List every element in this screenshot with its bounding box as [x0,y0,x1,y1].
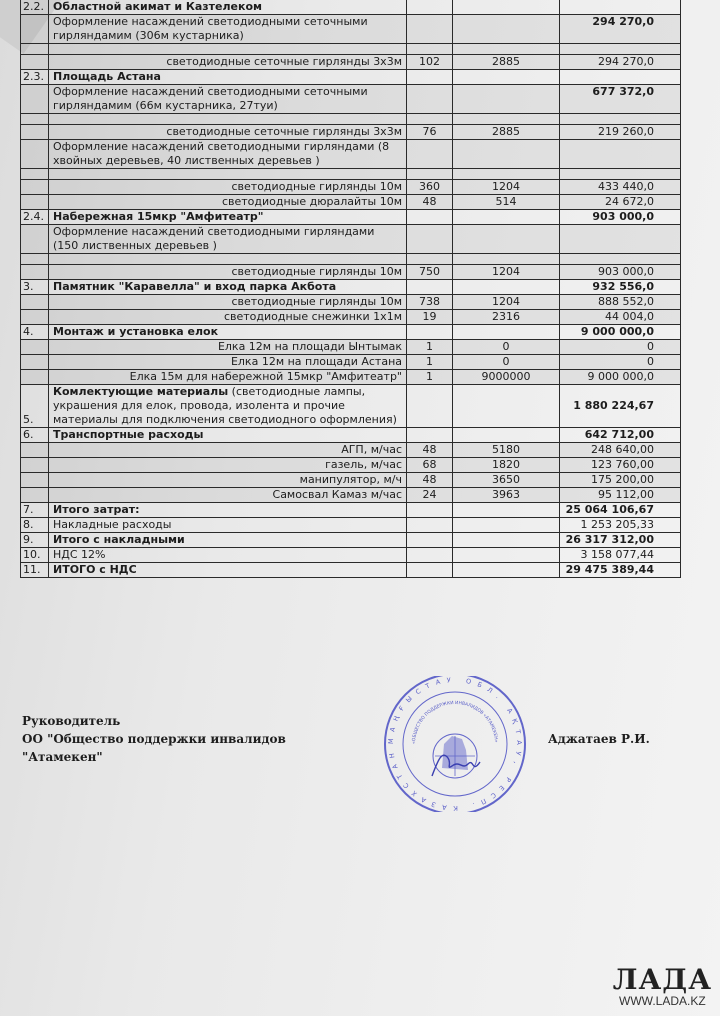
row-number: 5. [21,385,49,428]
row-price [453,70,560,85]
table-row [21,548,681,563]
row-quantity: 360 [407,180,453,195]
row-name: Елка 12м на площади Ынтымак [49,340,407,355]
organization-stamp-icon [380,676,530,812]
row-name: светодиодные гирлянды 10м [49,180,407,195]
spacer-row [21,114,681,125]
row-sum: 95 112,00 [560,488,681,503]
row-number [21,370,49,385]
row-name: НДС 12% [49,548,407,563]
row-name-detail: (светодиодные лампы, украшения для елок, провода, изолента и прочие материалы для подключения светодиодного оформления) [53,385,397,426]
row-number [21,55,49,70]
row-name: Транспортные расходы [49,428,407,443]
row-name: Оформление насаждений светодиодными сеточными гирляндамим (306м кустарника) [49,15,407,44]
row-price: 0 [453,355,560,370]
row-sum: 26 317 312,00 [560,533,681,548]
row-number: 2.3. [21,70,49,85]
row-number [21,295,49,310]
row-quantity [407,518,453,533]
row-number: 4. [21,325,49,340]
table-row [21,195,681,210]
row-quantity [407,225,453,254]
organization-name: ОО "Общество поддержки инвалидов "Атамекен" [22,732,286,764]
table-row [21,518,681,533]
row-number [21,340,49,355]
spacer-row [21,169,681,180]
row-number: 10. [21,548,49,563]
row-number [21,355,49,370]
row-name: светодиодные гирлянды 10м [49,265,407,280]
table-row [21,310,681,325]
row-quantity [407,548,453,563]
row-number: 2.4. [21,210,49,225]
row-price [453,325,560,340]
row-name [49,385,407,428]
table-row [21,15,681,44]
spacer-row [21,254,681,265]
spacer-cell [453,114,560,125]
row-number [21,458,49,473]
table-row [21,503,681,518]
row-sum: 294 270,0 [560,15,681,44]
row-quantity: 1 [407,340,453,355]
spacer-cell [407,254,453,265]
row-number: 9. [21,533,49,548]
row-quantity: 102 [407,55,453,70]
row-name: Оформление насаждений светодиодными гирляндами (150 лиственных деревьев ) [49,225,407,254]
row-quantity [407,428,453,443]
row-quantity: 68 [407,458,453,473]
row-number [21,488,49,503]
table-row [21,533,681,548]
row-sum: 433 440,0 [560,180,681,195]
table-row [21,85,681,114]
row-price [453,518,560,533]
table-row [21,125,681,140]
watermark-logo [612,963,712,1008]
row-quantity: 750 [407,265,453,280]
spacer-cell [49,169,407,180]
spacer-cell [49,114,407,125]
spacer-cell [407,44,453,55]
row-price: 1204 [453,295,560,310]
row-price [453,503,560,518]
row-quantity [407,385,453,428]
row-name: Площадь Астана [49,70,407,85]
spacer-row [21,44,681,55]
row-name: светодиодные гирлянды 10м [49,295,407,310]
row-number: 7. [21,503,49,518]
table-row [21,340,681,355]
table-row [21,180,681,195]
row-sum: 1 880 224,67 [560,385,681,428]
row-price [453,548,560,563]
row-number: 11. [21,563,49,578]
spacer-cell [21,254,49,265]
row-quantity: 1 [407,370,453,385]
row-sum: 677 372,0 [560,85,681,114]
row-number [21,180,49,195]
watermark-url: WWW.LADA.KZ [619,994,706,1008]
row-name: светодиодные дюралайты 10м [49,195,407,210]
table-row [21,295,681,310]
row-quantity: 48 [407,443,453,458]
row-number [21,195,49,210]
row-number [21,85,49,114]
row-number [21,125,49,140]
row-sum: 123 760,00 [560,458,681,473]
row-sum: 219 260,0 [560,125,681,140]
row-name: Монтаж и установка елок [49,325,407,340]
row-name: светодиодные сеточные гирлянды 3х3м [49,55,407,70]
table-row [21,0,681,15]
spacer-cell [407,114,453,125]
row-sum: 0 [560,355,681,370]
row-name: Оформление насаждений светодиодными гирляндами (8 хвойных деревьев, 40 лиственных деревьев ) [49,140,407,169]
row-name: Накладные расходы [49,518,407,533]
watermark-brand: ЛАДА [612,963,712,996]
row-price: 2885 [453,55,560,70]
row-price: 1204 [453,180,560,195]
row-price: 2885 [453,125,560,140]
table-row [21,210,681,225]
row-price [453,210,560,225]
spacer-cell [49,44,407,55]
row-sum: 903 000,0 [560,210,681,225]
spacer-cell [407,169,453,180]
spacer-cell [560,169,681,180]
row-number [21,15,49,44]
row-number [21,140,49,169]
row-price [453,0,560,15]
row-sum: 248 640,00 [560,443,681,458]
row-sum: 642 712,00 [560,428,681,443]
row-name-bold: Комлектующие материалы [53,385,229,398]
row-quantity: 48 [407,195,453,210]
row-sum: 3 158 077,44 [560,548,681,563]
row-number [21,473,49,488]
estimate-table-body [21,0,681,578]
row-sum: 9 000 000,0 [560,325,681,340]
table-row [21,280,681,295]
row-quantity [407,70,453,85]
table-row [21,55,681,70]
table-row [21,458,681,473]
row-price [453,385,560,428]
row-quantity [407,0,453,15]
row-price: 3650 [453,473,560,488]
signer-name: Аджатаев Р.И. [548,732,650,746]
row-quantity [407,503,453,518]
row-name: Елка 15м для набережной 15мкр "Амфитеатр" [49,370,407,385]
spacer-cell [560,254,681,265]
row-name: Итого с накладными [49,533,407,548]
row-name: Набережная 15мкр "Амфитеатр" [49,210,407,225]
row-sum: 44 004,0 [560,310,681,325]
row-name: Оформление насаждений светодиодными сеточными гирляндамим (66м кустарника, 27туи) [49,85,407,114]
row-price: 2316 [453,310,560,325]
row-quantity [407,140,453,169]
row-quantity [407,533,453,548]
row-name: светодиодные сеточные гирлянды 3х3м [49,125,407,140]
row-sum [560,0,681,15]
row-number: 6. [21,428,49,443]
row-number: 2.2. [21,0,49,15]
row-sum: 25 064 106,67 [560,503,681,518]
row-sum: 932 556,0 [560,280,681,295]
row-sum: 888 552,0 [560,295,681,310]
signature-block [22,712,362,766]
spacer-cell [21,169,49,180]
table-row [21,488,681,503]
table-row [21,70,681,85]
row-price [453,85,560,114]
stamp-inner-text: «ОБЩЕСТВО ПОДДЕРЖКИ ИНВАЛИДОВ «АТАМЕКЕН» [411,700,498,745]
row-price [453,563,560,578]
table-row [21,325,681,340]
row-sum [560,140,681,169]
spacer-cell [453,169,560,180]
row-price: 1204 [453,265,560,280]
row-sum: 0 [560,340,681,355]
row-quantity: 76 [407,125,453,140]
row-sum [560,225,681,254]
row-price [453,428,560,443]
table-row [21,563,681,578]
signer-role: Руководитель [22,714,121,728]
row-quantity [407,210,453,225]
row-sum: 294 270,0 [560,55,681,70]
row-price [453,15,560,44]
row-name: Памятник "Каравелла" и вход парка Акбота [49,280,407,295]
row-sum: 24 672,0 [560,195,681,210]
row-quantity [407,563,453,578]
table-row [21,225,681,254]
row-quantity: 1 [407,355,453,370]
row-name: Самосвал Камаз м/час [49,488,407,503]
row-number [21,225,49,254]
table-row [21,428,681,443]
table-row [21,140,681,169]
row-quantity [407,15,453,44]
row-price: 5180 [453,443,560,458]
row-sum [560,70,681,85]
row-quantity: 738 [407,295,453,310]
row-sum: 175 200,00 [560,473,681,488]
table-row [21,473,681,488]
row-quantity [407,85,453,114]
row-number [21,443,49,458]
row-number: 3. [21,280,49,295]
row-price: 514 [453,195,560,210]
spacer-cell [21,114,49,125]
row-name: АГП, м/час [49,443,407,458]
spacer-cell [453,254,560,265]
row-price [453,140,560,169]
spacer-cell [560,44,681,55]
row-sum: 9 000 000,0 [560,370,681,385]
row-price [453,533,560,548]
row-quantity: 48 [407,473,453,488]
row-sum: 29 475 389,44 [560,563,681,578]
row-quantity [407,280,453,295]
row-number [21,265,49,280]
row-name: ИТОГО с НДС [49,563,407,578]
row-name: Областной акимат и Казтелеком [49,0,407,15]
row-price [453,280,560,295]
stamp-outer-text: МАҢҒЫСТАУ ОБЛ. АҚТАУ, РЕСП. КАЗАХСТАН [386,676,524,812]
table-row [21,355,681,370]
row-quantity [407,325,453,340]
row-price: 3963 [453,488,560,503]
row-name: Елка 12м на площади Астана [49,355,407,370]
row-number [21,310,49,325]
row-quantity: 24 [407,488,453,503]
row-price: 1820 [453,458,560,473]
row-name: Итого затрат: [49,503,407,518]
row-price: 9000000 [453,370,560,385]
row-number: 8. [21,518,49,533]
row-price: 0 [453,340,560,355]
spacer-cell [453,44,560,55]
estimate-table [20,0,681,578]
row-sum: 903 000,0 [560,265,681,280]
row-price [453,225,560,254]
table-row [21,385,681,428]
table-row [21,265,681,280]
table-row [21,370,681,385]
row-quantity: 19 [407,310,453,325]
spacer-cell [560,114,681,125]
spacer-cell [49,254,407,265]
row-sum: 1 253 205,33 [560,518,681,533]
table-row [21,443,681,458]
row-name: манипулятор, м/ч [49,473,407,488]
estimate-sheet [20,0,680,578]
row-name: светодиодные снежинки 1х1м [49,310,407,325]
spacer-cell [21,44,49,55]
row-name: газель, м/час [49,458,407,473]
